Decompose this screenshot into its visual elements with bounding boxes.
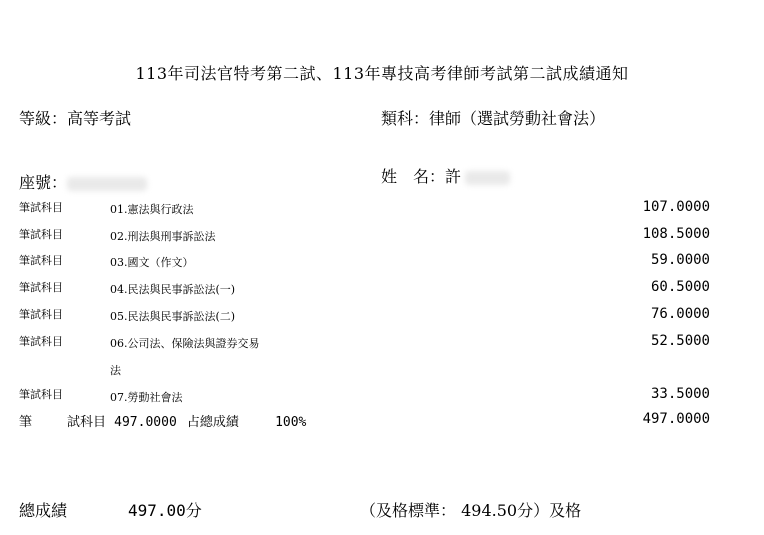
subject-type-7: 筆試科目 [19, 388, 63, 401]
percent-value: 100% [275, 415, 307, 430]
subject-type-3: 筆試科目 [19, 254, 63, 267]
name-row [381, 164, 510, 187]
pass-standard: （及格標準： 494.50分）及格 [360, 501, 582, 520]
subject-score-4: 60.5000 [650, 279, 710, 295]
name-label: 姓 名：許 [381, 167, 462, 186]
subject-score-1: 107.0000 [642, 199, 710, 215]
exam-level: 等級：高等考試 [19, 109, 132, 128]
seat-label: 座號： [19, 173, 68, 192]
subject-type-4: 筆試科目 [19, 281, 63, 294]
total-value: 497.00分 [128, 501, 202, 520]
subject-name-1: 01.憲法與行政法 [110, 203, 194, 216]
subject-score-6: 52.5000 [650, 333, 710, 349]
notice-title: 113年司法官特考第二試、113年專技高考律師考試第二試成績通知 [135, 64, 629, 83]
subject-score-2: 108.5000 [642, 226, 710, 242]
subject-name-6-continued: 法 [110, 364, 121, 377]
redacted-name [465, 171, 510, 185]
subject-type-1: 筆試科目 [19, 201, 63, 214]
subtotal-score: 497.0000 [642, 411, 710, 427]
subject-type-5: 筆試科目 [19, 308, 63, 321]
subject-score-5: 76.0000 [650, 306, 710, 322]
subject-name-3: 03.國文（作文） [110, 256, 194, 269]
subject-name-6: 06.公司法、保險法與證券交易 [110, 337, 260, 350]
subject-score-7: 33.5000 [650, 386, 710, 402]
subtotal-value: 497.0000 [114, 415, 177, 430]
subject-type-6: 筆試科目 [19, 335, 63, 348]
percent-label: 占總成績 [186, 415, 239, 430]
subject-name-7: 07.勞動社會法 [110, 391, 183, 404]
total-label: 總成績 [19, 501, 68, 520]
subtotal-label-a: 筆 [19, 415, 33, 430]
exam-category: 類科：律師（選試勞動社會法） [381, 109, 606, 128]
seat-number-row [19, 170, 147, 193]
subject-score-3: 59.0000 [650, 252, 710, 268]
subject-name-5: 05.民法與民事訴訟法(二) [110, 310, 236, 323]
subtotal-row [67, 411, 306, 430]
subject-name-2: 02.刑法與刑事訴訟法 [110, 230, 216, 243]
redacted-seat-number [67, 177, 147, 191]
subtotal-label-b: 試科目 [67, 415, 107, 430]
subject-name-4: 04.民法與民事訴訟法(一) [110, 283, 236, 296]
subject-type-2: 筆試科目 [19, 228, 63, 241]
